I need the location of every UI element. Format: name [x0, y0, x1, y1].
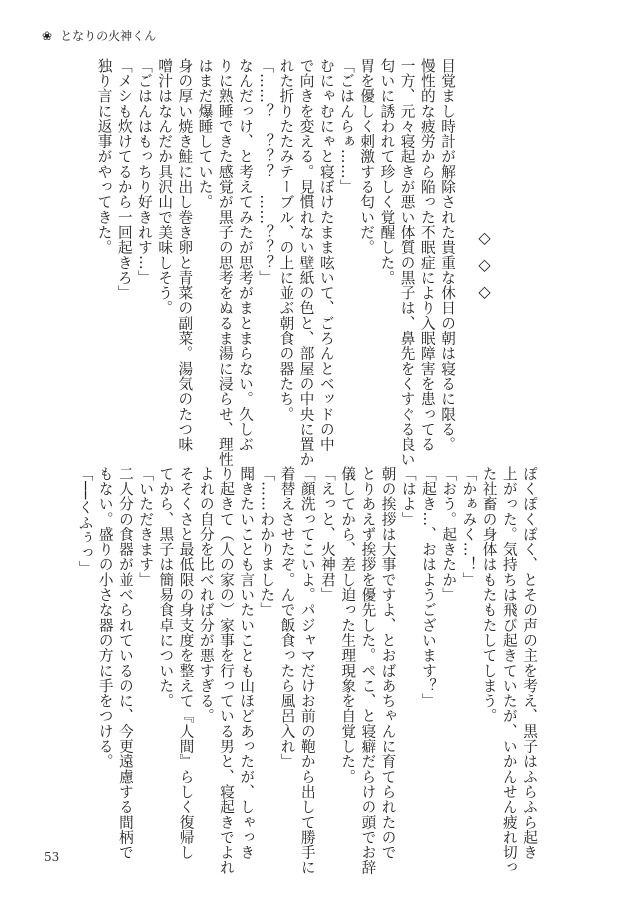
text-line: 儀してから、差し迫った生理現象を自覚した。 — [339, 466, 357, 785]
text-line: とりあえず挨拶を優先した。ぺこ、と寝癖だらけの頭でお辞 — [359, 466, 377, 876]
book-title: となりの火神くん — [60, 29, 157, 43]
text-line: 身の厚い焼き鮭に出し巻き卵と青菜の副菜。湯気のたつ味 — [176, 58, 194, 452]
text-line: 「起き…、おはようございます？」 — [419, 466, 437, 709]
text-line: むにゃむにゃと寝ぼけたまま呟いて、ごろんとベッドの中 — [317, 58, 335, 452]
text-line: 胃を優しく刺激する匂いだ。 — [358, 58, 376, 255]
text-line: 着替えさせたぞ。んで飯食ったら風呂入れ」 — [278, 466, 296, 769]
text-line: 「かぁみく…！」 — [460, 466, 478, 588]
text-line: ぽくぽくぽく、とその声の主を考え、黒子はふらふら起き — [521, 466, 538, 860]
text-line: 慢性的な疲労から陥った不眠症により入眠障害を患ってる — [418, 58, 436, 452]
text-line: 独り言に返事がやってきた。 — [95, 58, 113, 255]
text-line: 「はよ」 — [399, 466, 417, 527]
text-line: はまだ爆睡していた。 — [196, 58, 214, 210]
page-number: 53 — [44, 850, 60, 864]
text-line: た社畜の身体はもたもたしてしまう。 — [480, 466, 498, 724]
running-header — [42, 28, 156, 44]
text-line: 目覚まし時計が解除された貴重な休日の朝は寝るに限る。 — [439, 58, 456, 452]
text-line: 「……わかりました」 — [258, 466, 276, 618]
scene-break: ◇◇◇ — [475, 228, 494, 309]
text-line: 聞きたいことも言いたいことも山ほどあったが、しゃっき — [238, 466, 256, 860]
text-line: 二人分の食器が並べられているのに、今更遠慮する間柄で — [116, 466, 134, 860]
text-line: 一方、元々寝起きが悪い体質の黒子は、鼻先をくすぐる良い — [398, 58, 416, 468]
text-line: 「──くふぅっ」 — [76, 466, 94, 576]
text-line: り起きて（人の家の）家事を行っている男と、寝起きでよれ — [217, 466, 235, 876]
text-line: 「ごはんらぁ……」 — [337, 58, 355, 195]
upper-text-block — [93, 58, 457, 468]
text-line: 「ごはんはもっちり好きれす…」 — [135, 58, 153, 286]
text-line: 朝の挨拶は大事ですよ、とおばあちゃんに育てられたので — [379, 466, 397, 860]
text-line: そそくさと最低限の身支度を整えて『人間』らしく復帰し — [177, 466, 195, 860]
text-line: 「顔洗ってこいよ。パジャマだけお前の鞄から出して勝手に — [298, 466, 316, 876]
lower-text-block — [74, 466, 539, 876]
text-line: なんだっけ、と考えてみたが思考がまとまらない。久しぶ — [236, 58, 254, 452]
text-line: てから、黒子は簡易食卓についた。 — [157, 466, 175, 709]
text-line: 「えっと、火神君」 — [318, 466, 336, 603]
text-line: で向きを変える。見慣れない壁紙の色と、部屋の中央に置か — [297, 58, 315, 468]
text-line: 「おう。起きたか」 — [440, 466, 458, 603]
text-line: 「メシも炊けてるから一回起きろ」 — [115, 58, 133, 301]
text-line: 「いただきます」 — [137, 466, 155, 588]
text-line: 噌汁はなんだか具沢山で美味しそう。 — [156, 58, 174, 316]
text-line: れた折りたたみテーブル、の上に並ぶ朝食の器たち。 — [277, 58, 295, 422]
flower-icon: ❀ — [42, 29, 53, 43]
text-line: りに熟睡できた感覚が黒子の思考をぬるま湯に浸らせ、理性 — [216, 58, 234, 468]
text-line: 「……？ ？？？ ……？？？」 — [257, 58, 275, 286]
text-line: よれの自分を比べれば分が悪すぎる。 — [197, 466, 215, 724]
text-line: 上がった。気持ちは飛び起きていたが、いかんせん疲れ切っ — [500, 466, 518, 876]
text-line: もない。盛りの小さな器の方に手をつける。 — [96, 466, 114, 769]
text-line: 匂いに誘われて珍しく覚醒した。 — [378, 58, 396, 286]
